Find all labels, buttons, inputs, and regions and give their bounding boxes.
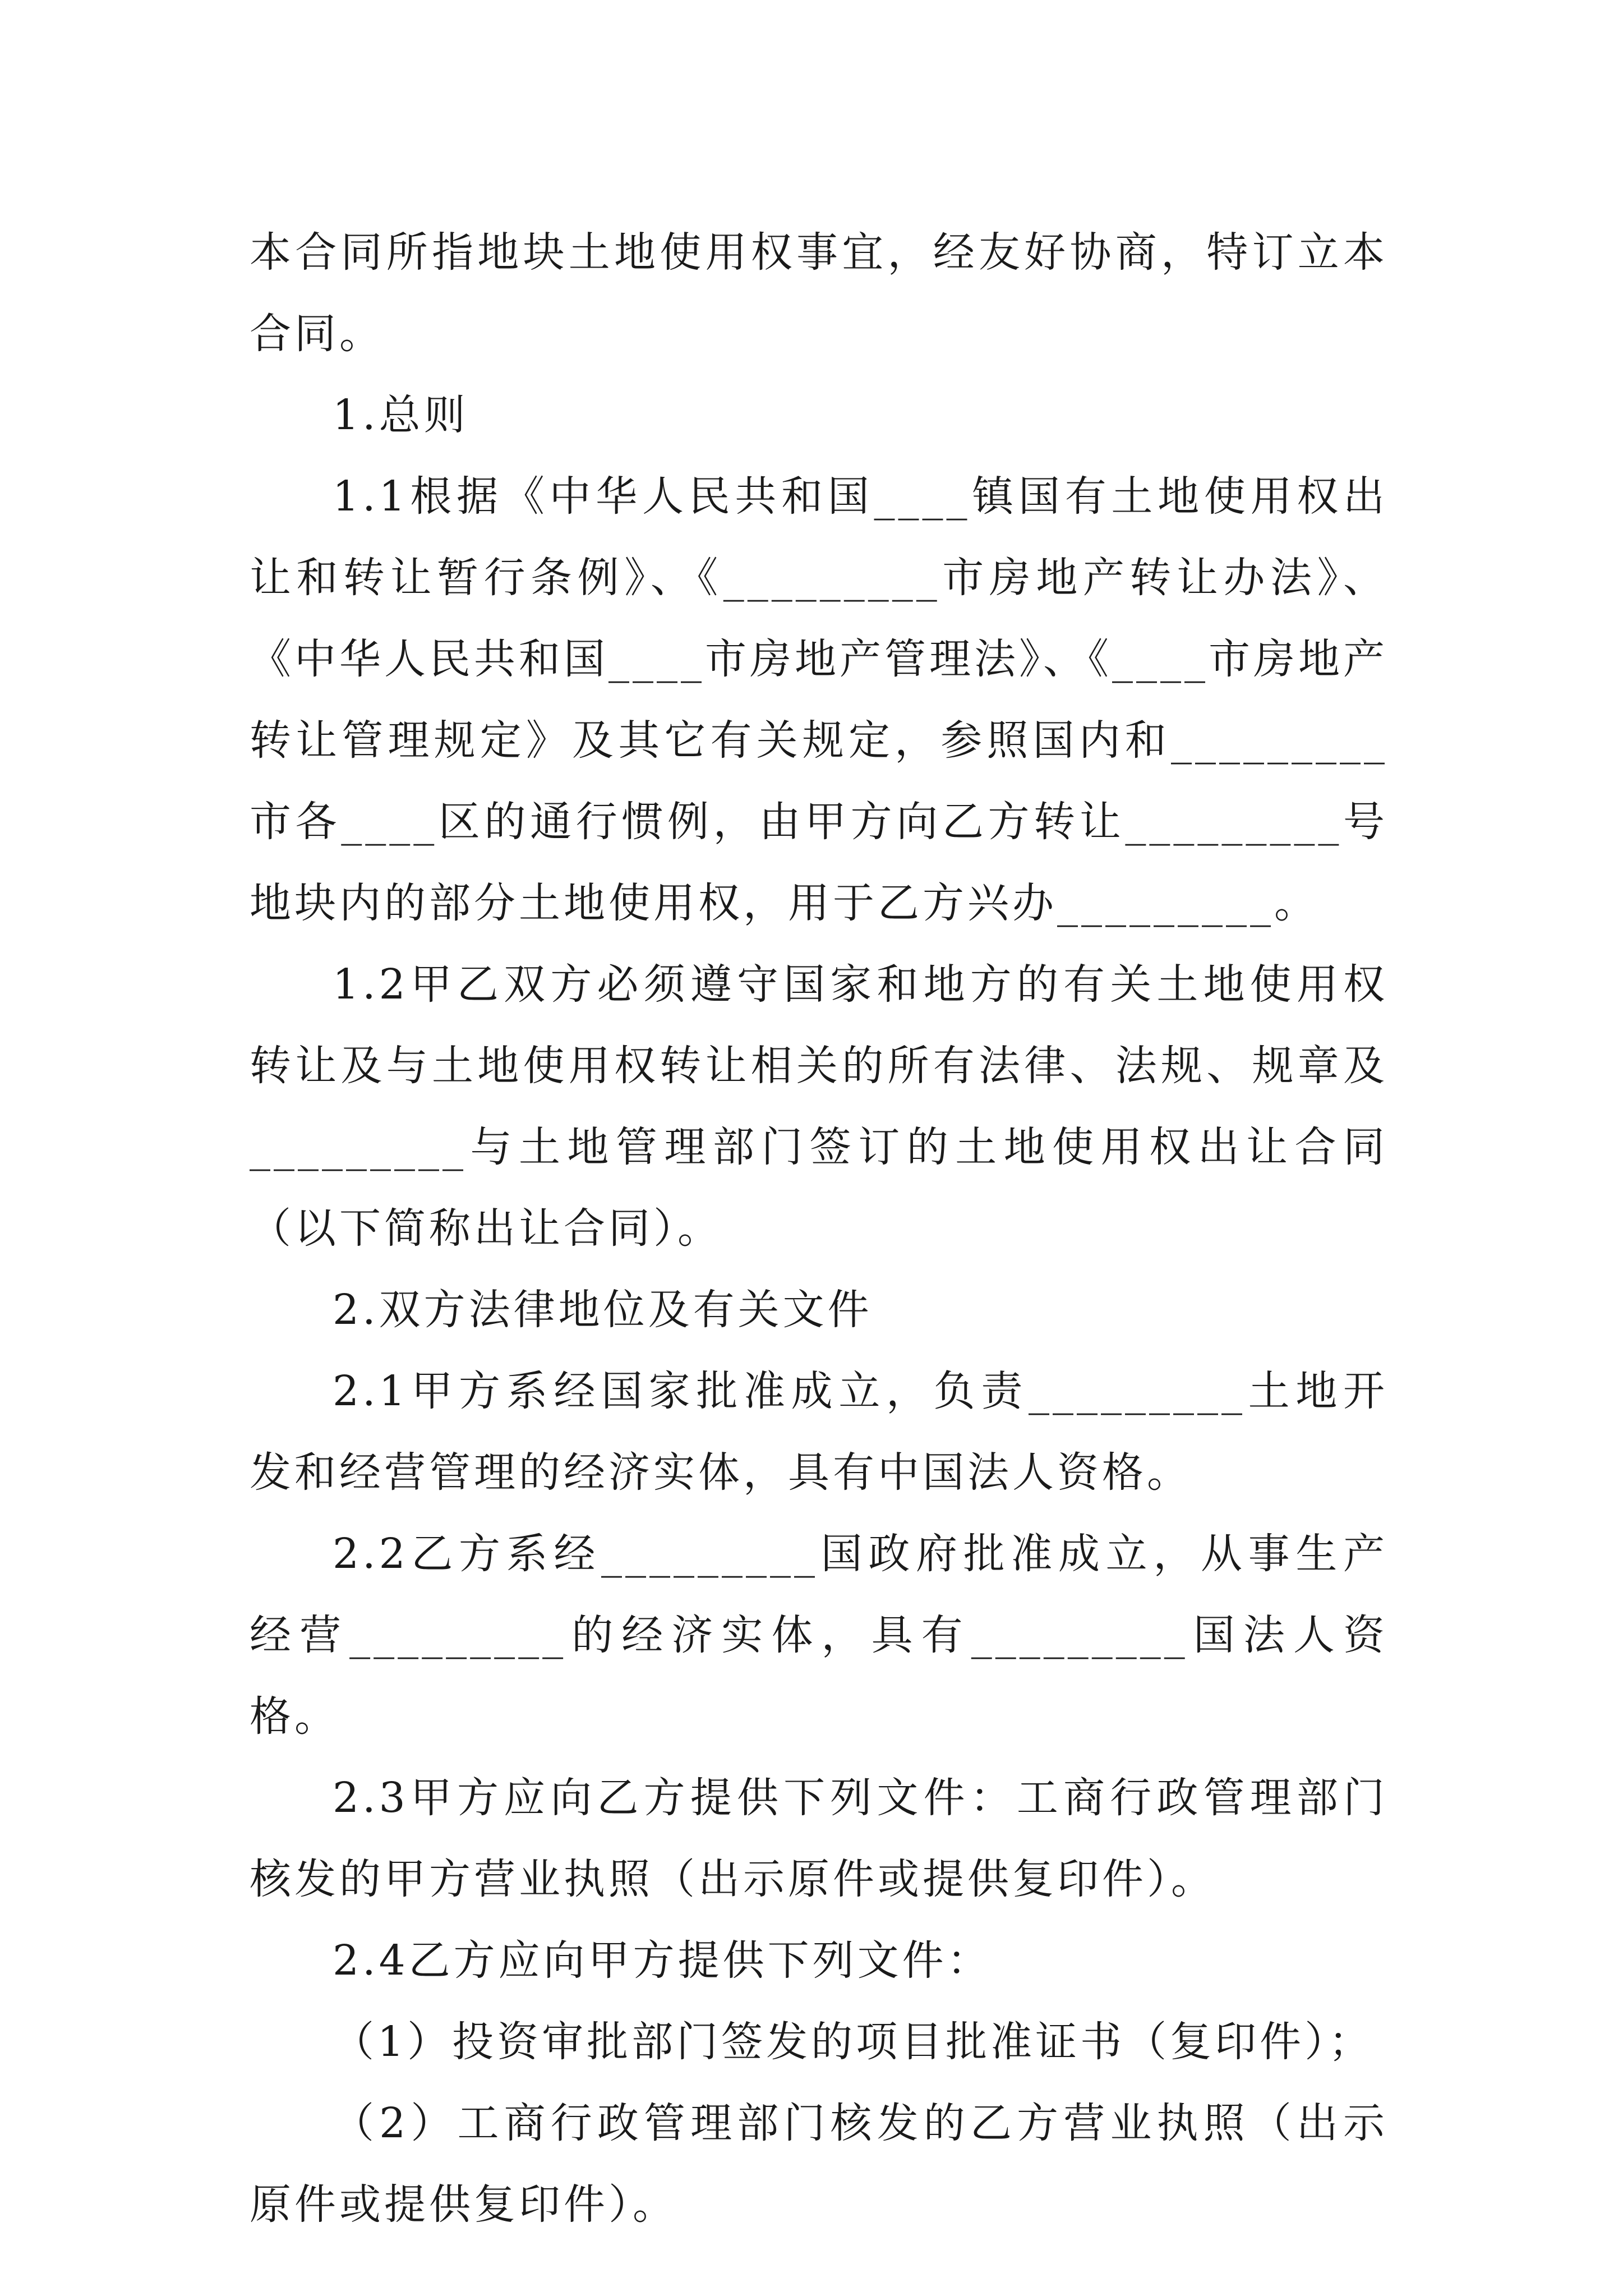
section-1-heading: 1.总则 [333,391,469,439]
clause-2-2: 2.2乙方系经_________国政府批准成立，从事生产经营_________的经济实体，具有_________国法人资格。 [250,1530,1388,1741]
clause-1-1: 1.1根据《中华人民共和国____镇国有土地使用权出让和转让暂行条例》、《_________市房地产转让办法》、《中华人民共和国____市房地产管理法》、《____市房地产转让管理规定》及其它有关规定，参照国内和_________市各____区的通行惯例，由甲方向乙方转让_________号地块内的部分土地使用权，用于乙方兴办_________。 [250,472,1388,927]
document-body [250,212,1388,2246]
clause-2-3: 2.3甲方应向乙方提供下列文件：工商行政管理部门核发的甲方营业执照（出示原件或提供复印件）。 [250,1774,1388,1903]
clause-2-4: 2.4乙方应向甲方提供下列文件： [333,1936,992,1985]
section-2-heading: 2.双方法律地位及有关文件 [333,1286,873,1334]
clause-1-2: 1.2甲乙双方必须遵守国家和地方的有关土地使用权转让及与土地使用权转让相关的所有法律、法规、规章及_________与土地管理部门签订的土地使用权出让合同（以下简称出让合同）。 [250,960,1388,1253]
clause-2-4-item-2: （2）工商行政管理部门核发的乙方营业执照（出示原件或提供复印件）。 [250,2099,1388,2229]
paragraph-intro-continuation: 本合同所指地块土地使用权事宜，经友好协商，特订立本合同。 [250,228,1388,358]
clause-2-4-item-1: （1）投资审批部门签发的项目批准证书（复印件）； [333,2018,1374,2066]
clause-2-1: 2.1甲方系经国家批准成立，负责_________土地开发和经营管理的经济实体，具有中国法人资格。 [250,1367,1388,1497]
